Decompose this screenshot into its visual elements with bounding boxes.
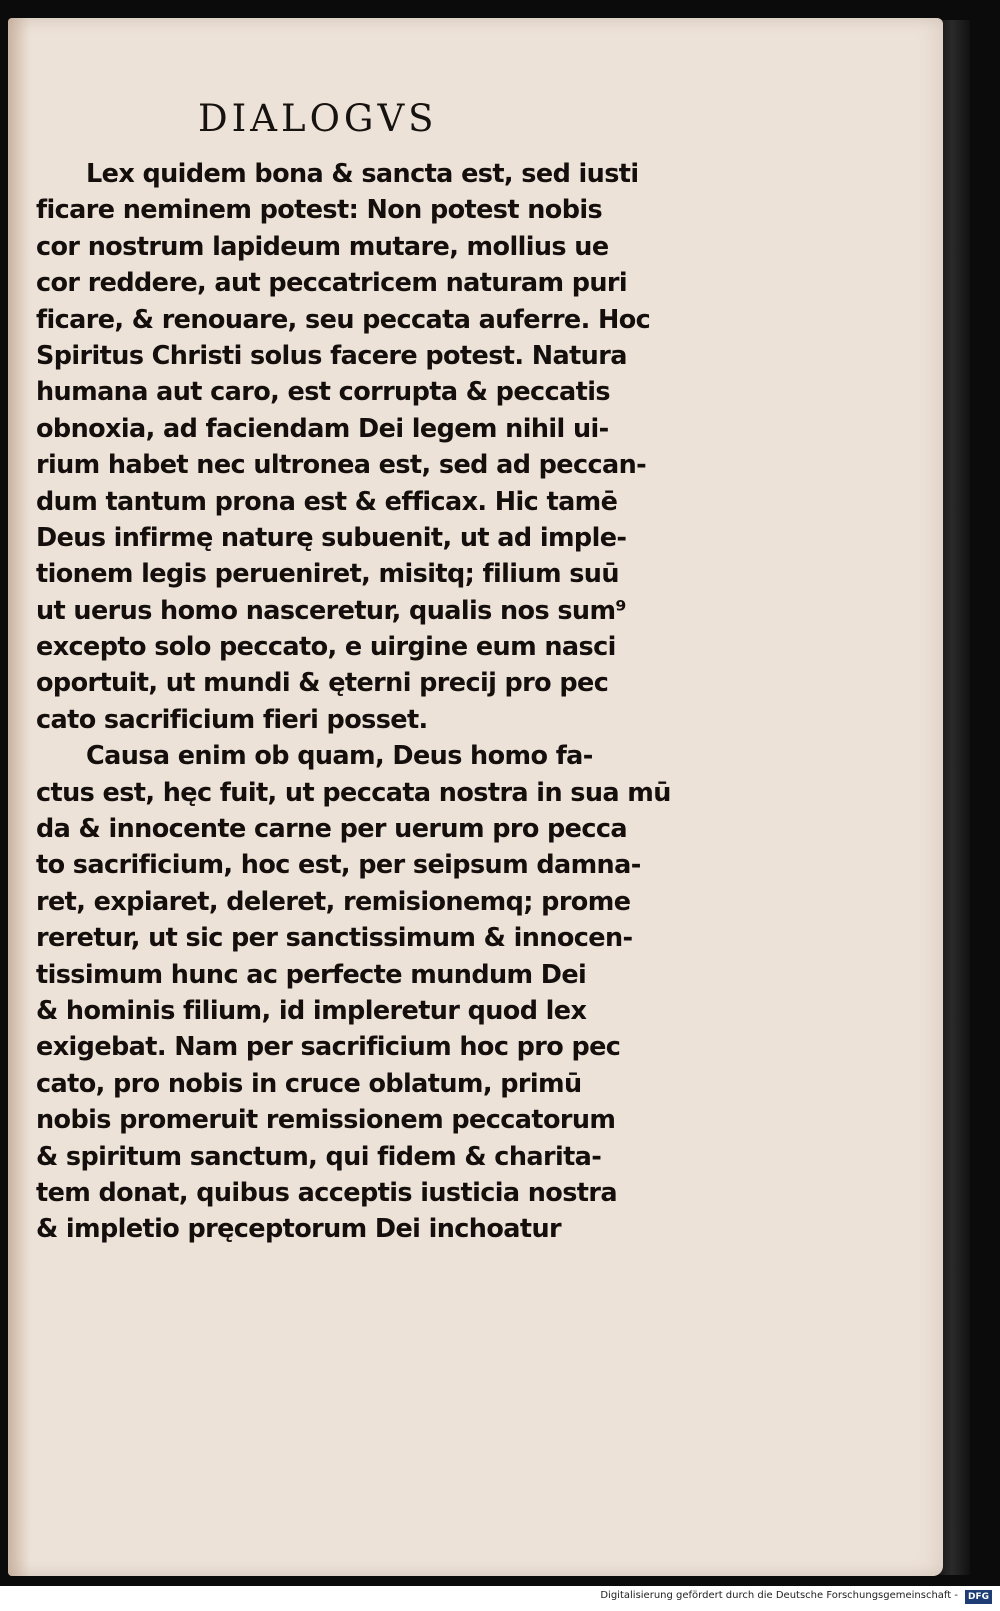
text-line: rium habet nec ultronea est, sed ad peccan- xyxy=(36,450,647,481)
text-line: ut uerus homo nasceretur, qualis nos sum⁹ xyxy=(36,595,627,626)
text-line: tissimum hunc ac perfecte mundum Dei xyxy=(36,959,587,990)
text-line: humana aut caro, est corrupta & peccatis xyxy=(36,377,610,408)
text-line: & spiritum sanctum, qui fidem & charita- xyxy=(36,1141,602,1172)
text-line: tionem legis perueniret, misitq; filium suū xyxy=(36,559,619,590)
text-line: cato sacrificium fieri posset. xyxy=(36,704,428,735)
text-line: obnoxia, ad faciendam Dei legem nihil ui- xyxy=(36,413,609,444)
footer-bar xyxy=(0,1586,1000,1611)
footer-credit: Digitalisierung gefördert durch die Deutsche Forschungsgemeinschaft - xyxy=(600,1590,958,1601)
text-line: cor nostrum lapideum mutare, mollius ue xyxy=(36,231,609,262)
dfg-logo: DFG xyxy=(965,1590,992,1604)
text-line: ret, expiaret, deleret, remisionemq; prome xyxy=(36,886,631,917)
running-head: DIALOGVS xyxy=(198,97,438,140)
text-line: & hominis filium, id impleretur quod lex xyxy=(36,995,587,1026)
text-line: dum tantum prona est & efficax. Hic tamē xyxy=(36,486,618,517)
text-line: exigebat. Nam per sacrificium hoc pro pec xyxy=(36,1032,621,1063)
text-line: ficare, & renouare, seu peccata auferre. Hoc xyxy=(36,304,651,335)
text-line: Spiritus Christi solus facere potest. Natura xyxy=(36,340,627,371)
text-line: tem donat, quibus acceptis iusticia nostra xyxy=(36,1177,617,1208)
text-line: oportuit, ut mundi & ęterni precij pro pec xyxy=(36,668,609,699)
text-line: excepto solo peccato, e uirgine eum nasci xyxy=(36,632,616,663)
text-line: reretur, ut sic per sanctissimum & innocen- xyxy=(36,923,633,954)
text-line: Lex quidem bona & sancta est, sed iusti xyxy=(86,159,639,189)
text-line: & impletio pręceptorum Dei inchoatur xyxy=(36,1214,562,1245)
text-line: ficare neminem potest: Non potest nobis xyxy=(36,195,603,226)
text-line: to sacrificium, hoc est, per seipsum damna- xyxy=(36,850,641,881)
text-line: ctus est, hęc fuit, ut peccata nostra in sua mū xyxy=(36,777,671,808)
text-line: nobis promeruit remissionem peccatorum xyxy=(36,1105,616,1136)
text-line: cor reddere, aut peccatricem naturam puri xyxy=(36,268,628,299)
gutter-shadow xyxy=(8,18,30,1576)
text-block xyxy=(36,156,676,1248)
text-line: da & innocente carne per uerum pro pecca xyxy=(36,814,628,845)
text-line: Causa enim ob quam, Deus homo fa- xyxy=(86,741,593,772)
text-line: cato, pro nobis in cruce oblatum, primū xyxy=(36,1068,582,1099)
text-line: Deus infirmę naturę subuenit, ut ad imple- xyxy=(36,522,627,553)
book-edge xyxy=(940,20,970,1575)
